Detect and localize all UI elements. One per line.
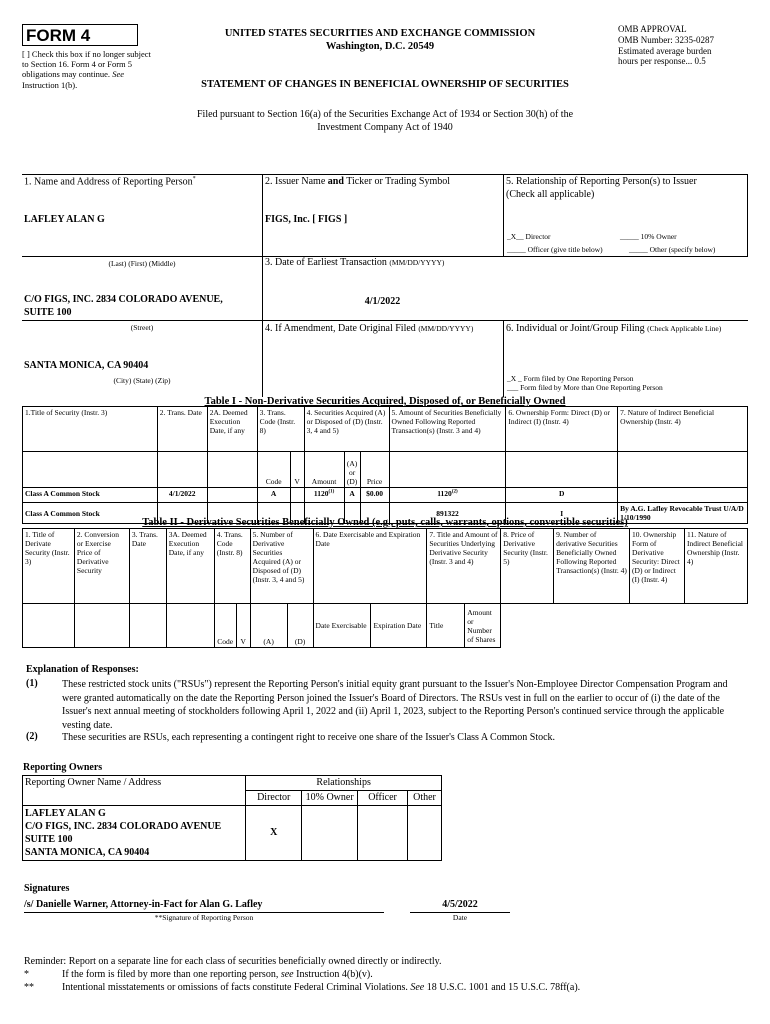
t2-h-nature: 11. Nature of Indirect Beneficial Ownership (Instr. 4) bbox=[684, 529, 747, 604]
t2-h-number: 5. Number of Derivative Securities Acquired (A) or Disposed of (D) (Instr. 3, 4 and 5) bbox=[250, 529, 313, 604]
t1-h-title: 1.Title of Security (Instr. 3) bbox=[23, 407, 158, 452]
t2-h-deemed: 3A. Deemed Execution Date, if any bbox=[166, 529, 214, 604]
box1-label: 1. Name and Address of Reporting Person* bbox=[24, 176, 196, 188]
t2-h-exercisable: 6. Date Exercisable and Expiration Date bbox=[313, 529, 427, 604]
box3-label: 3. Date of Earliest Transaction (MM/DD/YYYY) bbox=[265, 257, 445, 268]
table1-title: Table I - Non-Derivative Securities Acquired, Disposed of, or Beneficially Owned bbox=[204, 396, 566, 407]
earliest-transaction-date: 4/1/2022 bbox=[364, 296, 401, 307]
city-parts-label: (City) (State) (Zip) bbox=[113, 376, 171, 385]
signature-date-label: Date bbox=[452, 913, 468, 922]
t2-sub-a: (A) bbox=[250, 604, 287, 648]
t1-h-code: 3. Trans. Code (Instr. 8) bbox=[257, 407, 304, 452]
box6-label: 6. Individual or Joint/Group Filing (Check Applicable Line) bbox=[506, 323, 722, 334]
name-parts-label: (Last) (First) (Middle) bbox=[108, 259, 176, 268]
t2-sub-d: (D) bbox=[287, 604, 313, 648]
reporting-street: C/O FIGS, INC. 2834 COLORADO AVENUE, SUITE 100 bbox=[24, 294, 223, 318]
table1 bbox=[22, 406, 748, 524]
t1-sub-code: Code bbox=[257, 452, 290, 488]
box4-label: 4. If Amendment, Date Original Filed (MM/DD/YYYY) bbox=[265, 323, 474, 334]
director-mark: X bbox=[246, 806, 302, 861]
t2-h-owned: 9. Number of derivative Securities Beneficially Owned Following Reported Transaction(s) (Instr. 4) bbox=[554, 529, 630, 604]
reporting-city: SANTA MONICA, CA 90404 bbox=[24, 360, 149, 371]
footnote-1: * If the form is filed by more than one reporting person, see Instruction 4(b)(v). bbox=[24, 969, 373, 980]
t1-sub-ad: (A) or (D) bbox=[344, 452, 360, 488]
table2-title: Table II - Derivative Securities Beneficially Owned (e.g., puts, calls, warrants, options, convertible securities) bbox=[142, 517, 628, 528]
t2-h-title: 1. Title of Derivate Security (Instr. 3) bbox=[23, 529, 75, 604]
form-title: FORM 4 bbox=[26, 26, 91, 45]
signatures-title: Signatures bbox=[24, 883, 70, 894]
relationship-officer: _____ Officer (give title below) bbox=[507, 245, 603, 254]
t2-h-conversion: 2. Conversion or Exercise Price of Derivative Security bbox=[74, 529, 129, 604]
t1-h-acquired: 4. Securities Acquired (A) or Disposed of (D) (Instr. 3, 4 and 5) bbox=[304, 407, 389, 452]
signature-date: 4/5/2022 bbox=[442, 899, 478, 910]
table-row: Class A Common Stock 891322 I By A.G. Lafley Revocable Trust U/A/D 1/10/1990 bbox=[23, 503, 748, 524]
relationship-other: _____ Other (specify below) bbox=[629, 245, 716, 254]
t1-h-deemed: 2A. Deemed Execution Date, if any bbox=[207, 407, 257, 452]
explanation-item: (2) These securities are RSUs, each representing a contingent right to receive one share of the Issuer's Class A Common Stock. bbox=[26, 731, 556, 743]
table2 bbox=[22, 528, 748, 648]
t2-h-underlying: 7. Title and Amount of Securities Underlying Derivative Security (Instr. 3 and 4) bbox=[427, 529, 501, 604]
t1-sub-amount: Amount bbox=[304, 452, 344, 488]
t1-h-nature: 7. Nature of Indirect Beneficial Ownership (Instr. 4) bbox=[618, 407, 748, 452]
relationship-director: _X__ Director bbox=[507, 232, 551, 241]
table-row: Class A Common Stock 4/1/2022 A 1120$^{(1)}$ A $0.00 1120$^{(2)}$ D bbox=[23, 488, 748, 503]
owners-col-other: Other bbox=[408, 791, 442, 806]
explanation-item: (1) These restricted stock units ("RSUs") represent the Reporting Person's initial equity grant pursuant to the Issuer's Non-Employee Director Compensation Program and were granted automatically on the date the Reporting Person joined the Issuer's Board of Directors. The RSUs vest in full on the earlier to occur of (i) the date of the Issuer's next annual meeting of stockholders following April 1, 2022 and (ii) April 1, 2023, subject to the Reporting Person's continued service through the applicable vesting date. bbox=[26, 678, 728, 731]
checkbox-note: [ ] Check this box if no longer subject to Section 16. Form 4 or Form 5 obligations may continue. See Instruction 1(b). bbox=[22, 49, 151, 90]
t2-h-date: 3. Trans. Date bbox=[129, 529, 166, 604]
reminder: Reminder: Report on a separate line for each class of securities beneficially owned directly or indirectly. bbox=[24, 956, 442, 967]
agency-name: UNITED STATES SECURITIES AND EXCHANGE COMMISSION bbox=[224, 28, 536, 39]
t1-h-owned: 5. Amount of Securities Beneficially Owned Following Reported Transaction(s) (Instr. 3 and 4) bbox=[389, 407, 506, 452]
table-row: LAFLEY ALAN G C/O FIGS, INC. 2834 COLORADO AVENUE SUITE 100 SANTA MONICA, CA 90404 X bbox=[23, 806, 442, 861]
t2-h-form: 10. Ownership Form of Derivative Security: Direct (D) or Indirect (I) (Instr. 4) bbox=[630, 529, 685, 604]
t2-sub-amount: Amount or Number of Shares bbox=[465, 604, 501, 648]
signer-label: **Signature of Reporting Person bbox=[154, 913, 254, 922]
owners-col-director: Director bbox=[246, 791, 302, 806]
signer-name: /s/ Danielle Warner, Attorney-in-Fact for Alan G. Lafley bbox=[24, 899, 263, 910]
explanation-title: Explanation of Responses: bbox=[26, 664, 139, 675]
t2-sub-title: Title bbox=[427, 604, 465, 648]
form-title-box bbox=[22, 24, 138, 46]
t2-h-price: 8. Price of Derivative Security (Instr. 5) bbox=[501, 529, 554, 604]
filing-one-person: _X _ Form filed by One Reporting Person bbox=[507, 374, 634, 383]
t1-sub-price: Price bbox=[360, 452, 389, 488]
owners-title: Reporting Owners bbox=[23, 762, 103, 773]
box5-label: 5. Relationship of Reporting Person(s) to Issuer (Check all applicable) bbox=[506, 176, 697, 200]
street-label: (Street) bbox=[130, 323, 154, 332]
owners-table bbox=[22, 775, 442, 861]
issuer-name: FIGS, Inc. [ FIGS ] bbox=[265, 214, 348, 225]
t2-h-code: 4. Trans. Code (Instr. 8) bbox=[214, 529, 250, 604]
relationship-10pct: _____ 10% Owner bbox=[620, 232, 677, 241]
t2-sub-date-ex: Date Exercisable bbox=[313, 604, 371, 648]
footnote-2: ** Intentional misstatements or omissions of facts constitute Federal Criminal Violations. See 18 U.S.C. 1001 and 15 U.S.C. 78ff(a). bbox=[24, 982, 581, 993]
omb-approval: OMB APPROVAL OMB Number: 3235-0287 Estimated average burden hours per response... 0.5 bbox=[618, 24, 714, 67]
t2-sub-v: V bbox=[236, 604, 250, 648]
t2-sub-exp: Expiration Date bbox=[371, 604, 427, 648]
t1-sub-v: V bbox=[290, 452, 304, 488]
agency-location: Washington, D.C. 20549 bbox=[325, 41, 435, 52]
owners-relationships: Relationships bbox=[246, 776, 442, 791]
t2-sub-code: Code bbox=[214, 604, 236, 648]
filing-more-persons: ___ Form filed by More than One Reporting Person bbox=[507, 383, 663, 392]
filed-pursuant: Filed pursuant to Section 16(a) of the Securities Exchange Act of 1934 or Section 30(h) of the Investment Company Act of 1940 bbox=[196, 109, 574, 133]
box2-label: 2. Issuer Name and Ticker or Trading Symbol bbox=[265, 176, 451, 187]
t1-h-date: 2. Trans. Date bbox=[157, 407, 207, 452]
owners-col-name: Reporting Owner Name / Address bbox=[23, 776, 246, 806]
owners-col-10pct: 10% Owner bbox=[302, 791, 358, 806]
owners-col-officer: Officer bbox=[358, 791, 408, 806]
reporting-person-name: LAFLEY ALAN G bbox=[24, 214, 105, 225]
t1-h-form: 6. Ownership Form: Direct (D) or Indirect (I) (Instr. 4) bbox=[506, 407, 618, 452]
statement-title: STATEMENT OF CHANGES IN BENEFICIAL OWNERSHIP OF SECURITIES bbox=[201, 79, 569, 90]
